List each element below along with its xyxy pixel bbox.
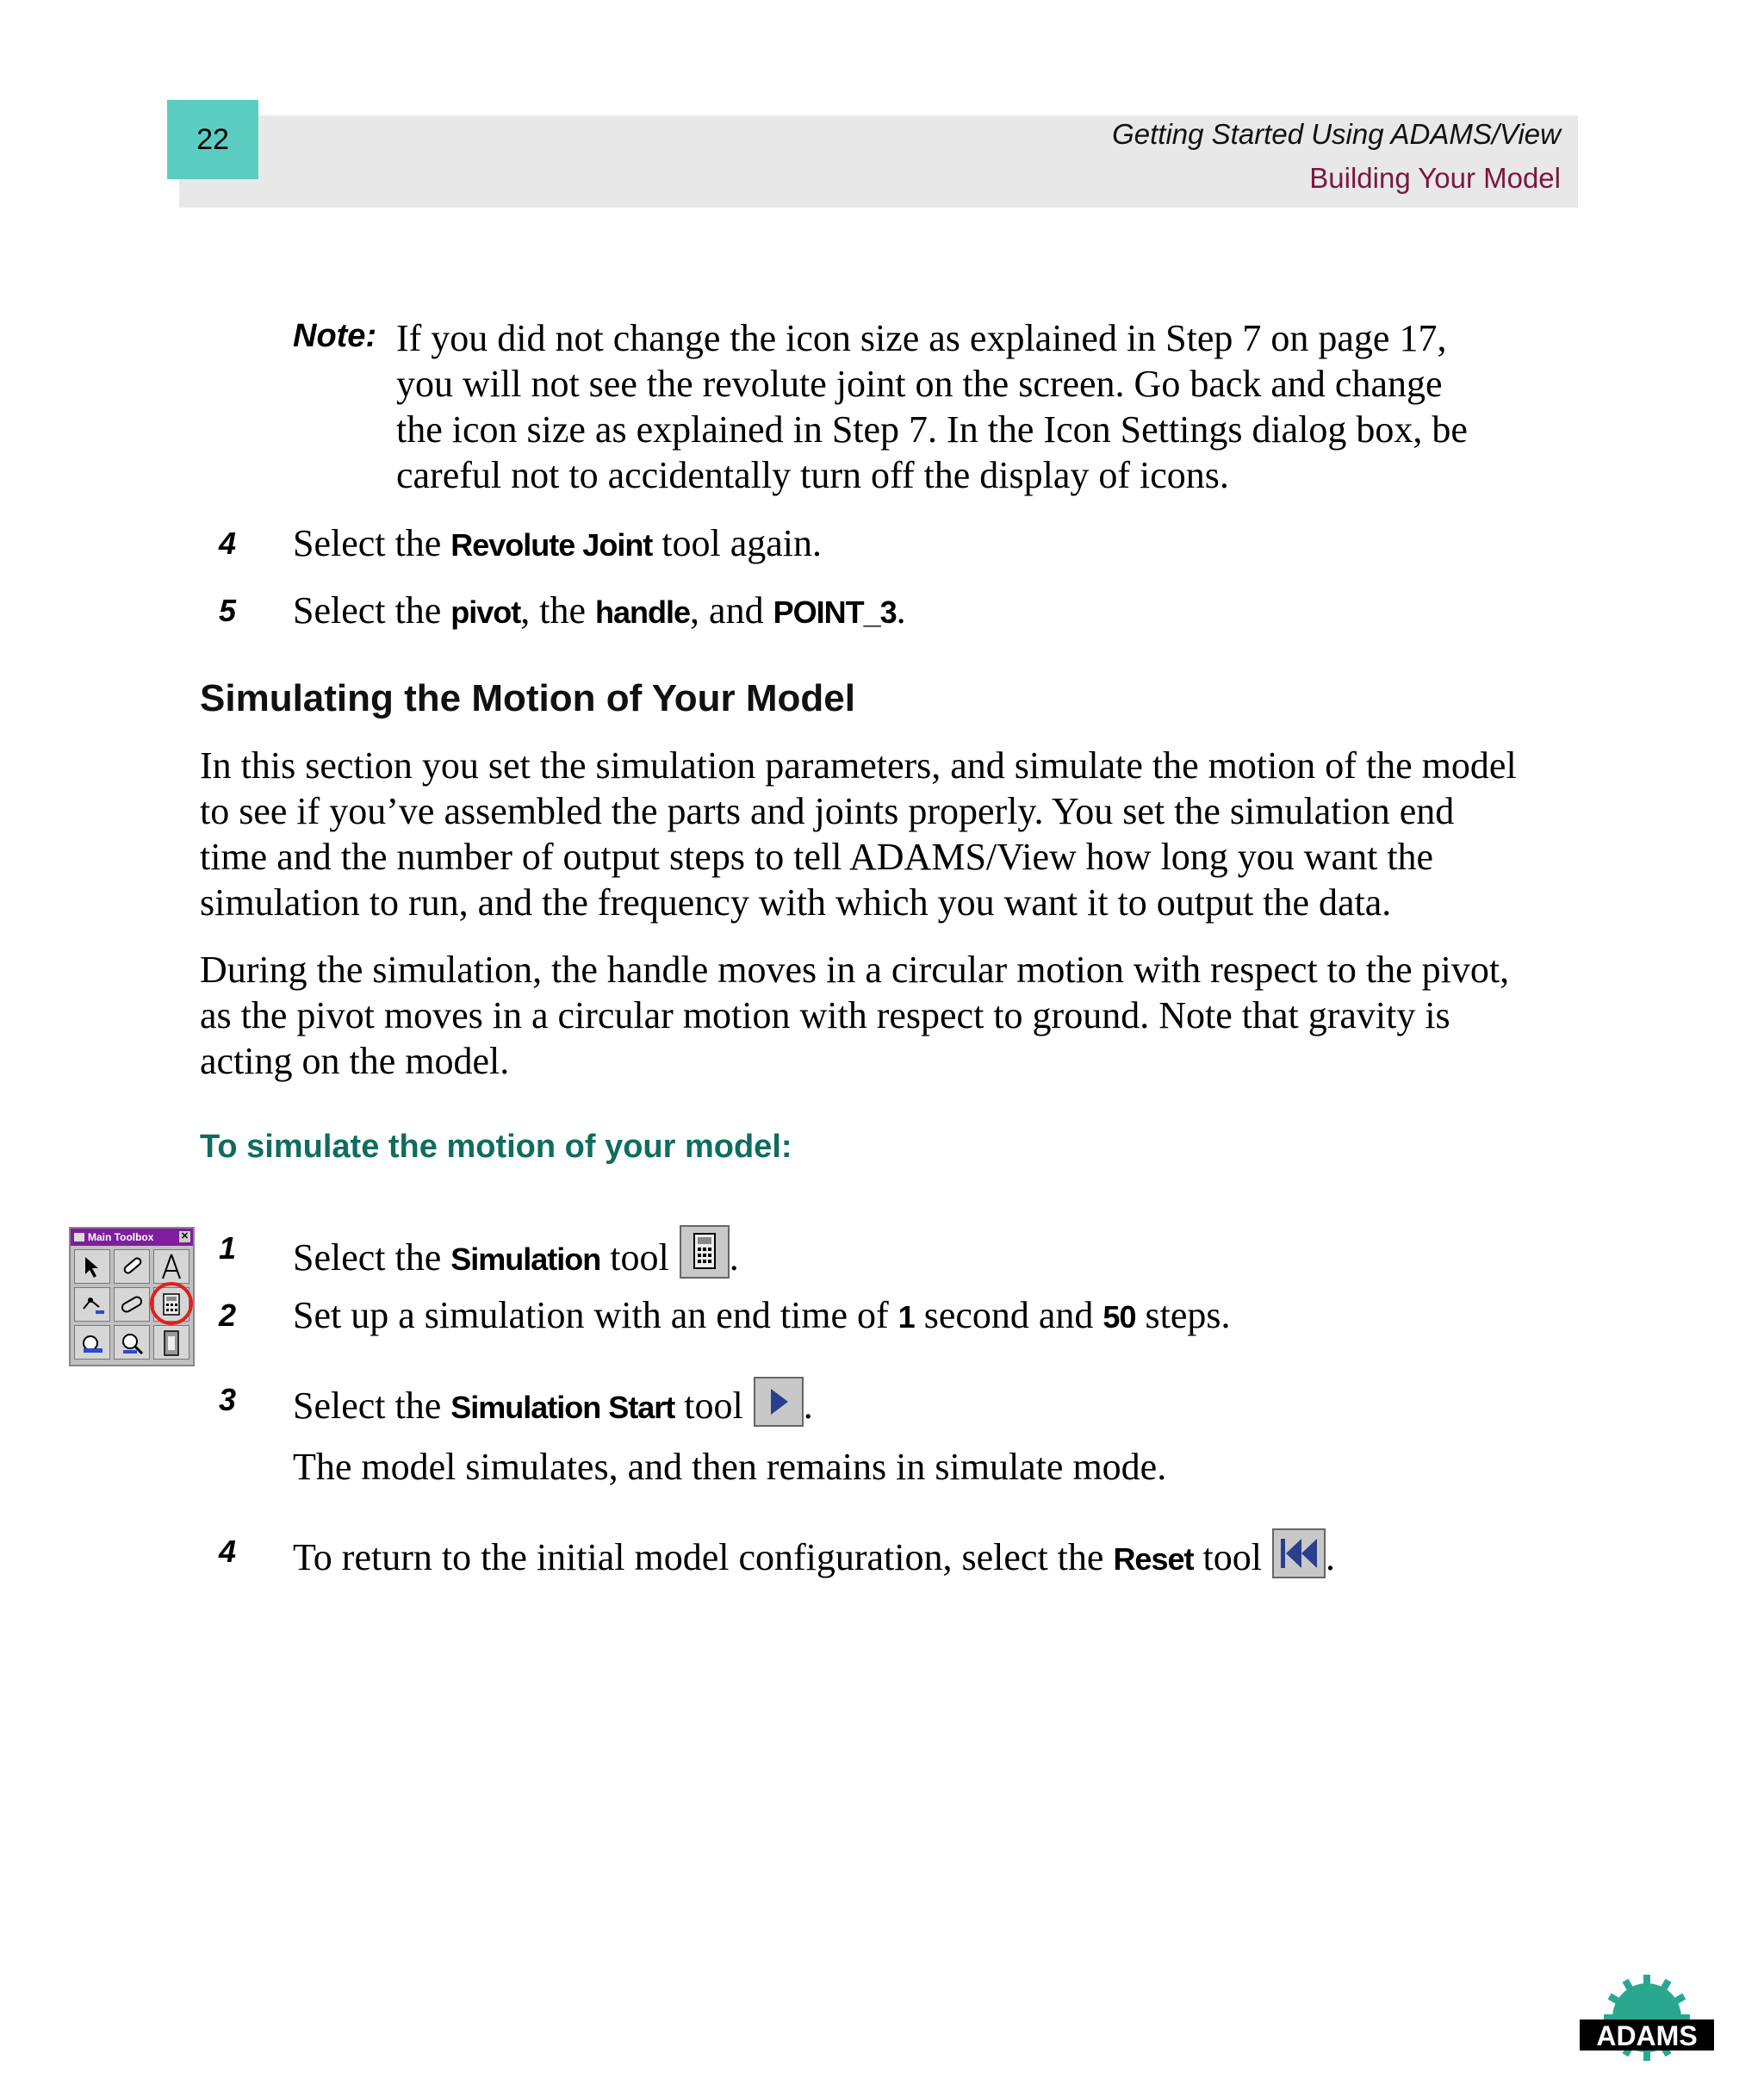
link-icon: [114, 1249, 150, 1284]
step-text: To return to the initial model configuration, select the Reset tool .: [293, 1528, 1335, 1582]
motion-icon: [114, 1287, 150, 1322]
paragraph-line: During the simulation, the handle moves in a circular motion with respect to the pivot,: [200, 949, 1510, 991]
step-text: Select the pivot, the handle, and POINT_3.: [293, 589, 906, 632]
main-toolbox-image: [69, 1227, 195, 1366]
ui-term: Reset: [1113, 1541, 1194, 1577]
section-heading: Simulating the Motion of Your Model: [200, 677, 855, 719]
paragraph-line: to see if you’ve assembled the parts and joints properly. You set the simulation end: [200, 790, 1455, 832]
simulation-start-icon: [754, 1377, 804, 1427]
paragraph-line: simulation to run, and the frequency with which you want it to output the data.: [200, 881, 1392, 924]
toolbox-title-bar: Main Toolbox ✕: [71, 1229, 193, 1246]
note-line: careful not to accidentally turn off the display of icons.: [396, 454, 1229, 496]
paragraph-line: acting on the model.: [200, 1040, 510, 1082]
ui-term: 1: [898, 1299, 915, 1335]
logo-text: ADAMS: [1596, 2020, 1698, 2051]
select-arrow-icon: [74, 1249, 110, 1284]
step-number: 4: [218, 1534, 237, 1569]
note-label: Note:: [293, 318, 377, 354]
ui-term: pivot: [450, 594, 521, 630]
procedure-heading: To simulate the motion of your model:: [200, 1129, 792, 1165]
joint-icon: [74, 1287, 110, 1322]
paragraph-line: In this section you set the simulation parameters, and simulate the motion of the model: [200, 744, 1517, 787]
close-icon: ✕: [180, 1231, 189, 1242]
note-line: the icon size as explained in Step 7. In the Icon Settings dialog box, be: [396, 408, 1468, 451]
ui-term: 50: [1102, 1299, 1136, 1335]
film-icon: [153, 1325, 189, 1360]
ui-term: POINT_3: [773, 594, 897, 630]
note-line: If you did not change the icon size as explained in Step 7 on page 17,: [396, 317, 1447, 359]
zoom-icon: [114, 1325, 150, 1360]
step-number: 4: [218, 526, 237, 561]
step-result: The model simulates, and then remains in simulate mode.: [293, 1446, 1167, 1488]
note-line: you will not see the revolute joint on the screen. Go back and change: [396, 363, 1443, 405]
step-number: 2: [218, 1298, 237, 1333]
step-number: 3: [218, 1382, 237, 1417]
step-number: 5: [218, 593, 237, 628]
ui-term: Simulation: [450, 1242, 601, 1277]
step-text: Select the Simulation Start tool .: [293, 1377, 813, 1430]
reset-icon: [1272, 1528, 1326, 1578]
book-title: Getting Started Using ADAMS/View: [1112, 118, 1561, 150]
paragraph-line: time and the number of output steps to tell ADAMS/View how long you want the: [200, 836, 1434, 878]
step-text: Select the Revolute Joint tool again.: [293, 522, 823, 564]
adams-logo: [1578, 1973, 1716, 2076]
compass-icon: [153, 1249, 189, 1284]
measure-icon: [74, 1325, 110, 1360]
section-title: Building Your Model: [1309, 162, 1561, 194]
ui-term: handle: [595, 594, 691, 630]
step-text: Set up a simulation with an end time of 1 second and 50 steps.: [293, 1294, 1231, 1336]
simulation-tool-icon: [680, 1225, 730, 1279]
ui-term: Revolute Joint: [450, 527, 653, 563]
step-text: Select the Simulation tool .: [293, 1225, 739, 1282]
highlight-circle: [148, 1280, 195, 1327]
step-number: 1: [218, 1230, 237, 1266]
paragraph-line: as the pivot moves in a circular motion with respect to ground. Note that gravity is: [200, 994, 1450, 1036]
page-number: 22: [196, 123, 229, 156]
ui-term: Simulation Start: [450, 1390, 675, 1425]
